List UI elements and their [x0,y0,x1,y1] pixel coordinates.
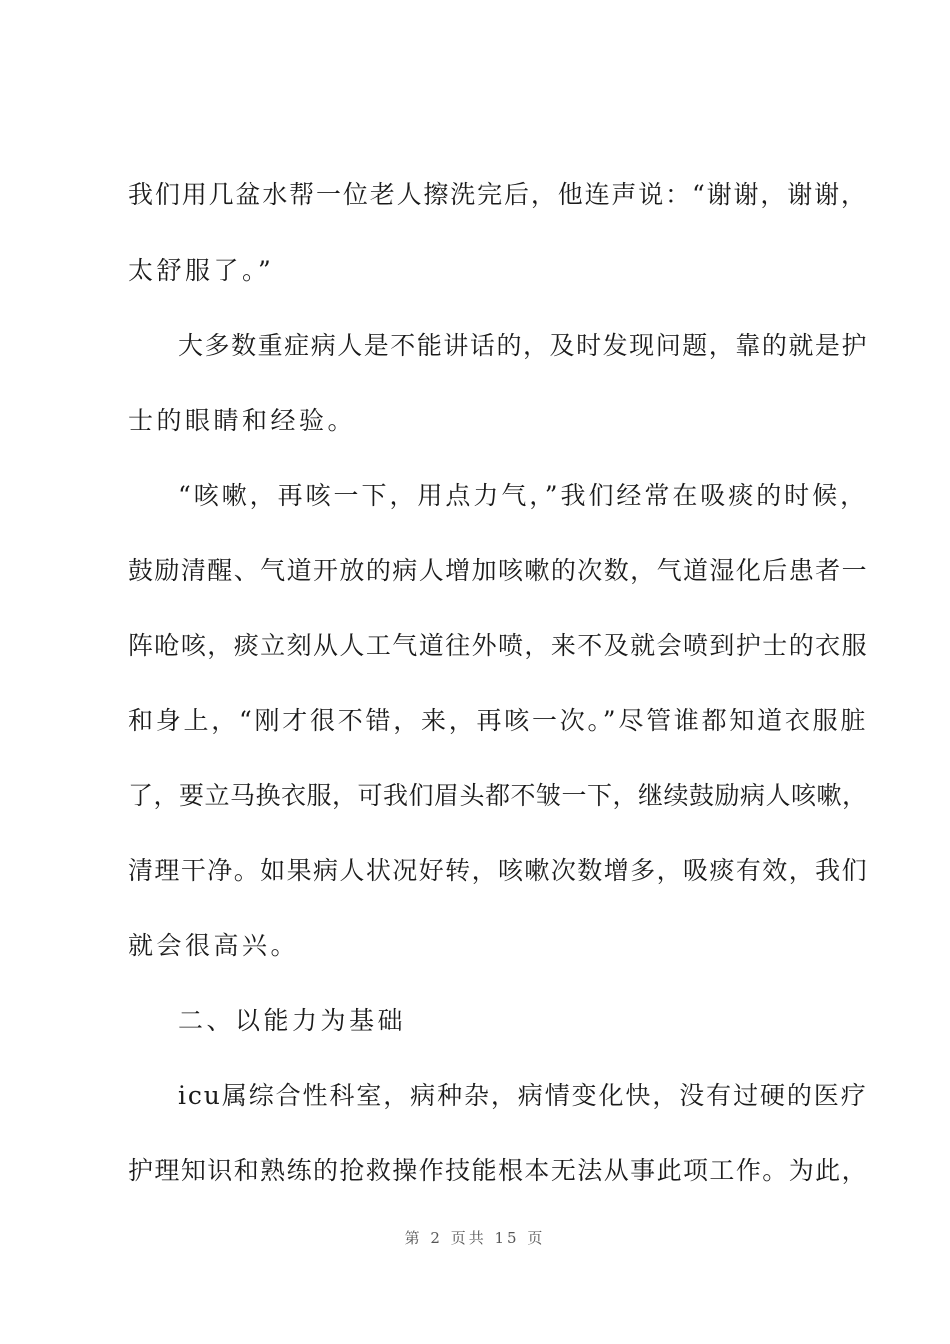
text-line-5: “咳嗽，再咳一下，用点力气，”我们经常在吸痰的时候， [178,481,869,510]
text-line-9: 了，要立马换衣服，可我们眉头都不皱一下，继续鼓励病人咳嗽， [128,781,868,810]
text-line-2: 太舒服了。” [128,256,275,285]
text-line-11: 就会很高兴。 [128,931,300,960]
text-line-7: 阵呛咳，痰立刻从人工气道往外喷，来不及就会喷到护士的衣服 [128,631,869,660]
text-line-6: 鼓励清醒、气道开放的病人增加咳嗽的次数，气道湿化后患者一 [128,556,869,585]
text-line-3: 大多数重症病人是不能讲话的，及时发现问题，靠的就是护 [178,331,869,360]
page-footer: 第 2 页共 15 页 [404,1229,546,1247]
text-line-4: 士的眼睛和经验。 [128,406,357,435]
text-line-8: 和身上，“刚才很不错，来，再咳一次。”尽管谁都知道衣服脏 [128,706,869,735]
text-line-14: 护理知识和熟练的抢救操作技能根本无法从事此项工作。为此， [128,1156,869,1185]
text-line-1: 我们用几盆水帮一位老人擦洗完后，他连声说：“谢谢，谢谢， [128,180,868,209]
text-line-10: 清理干净。如果病人状况好转，咳嗽次数增多，吸痰有效，我们 [128,856,869,885]
section-heading: 二、以能力为基础 [178,1006,407,1035]
text-line-13: icu属综合性科室，病种杂，病情变化快，没有过硬的医疗 [178,1081,868,1110]
